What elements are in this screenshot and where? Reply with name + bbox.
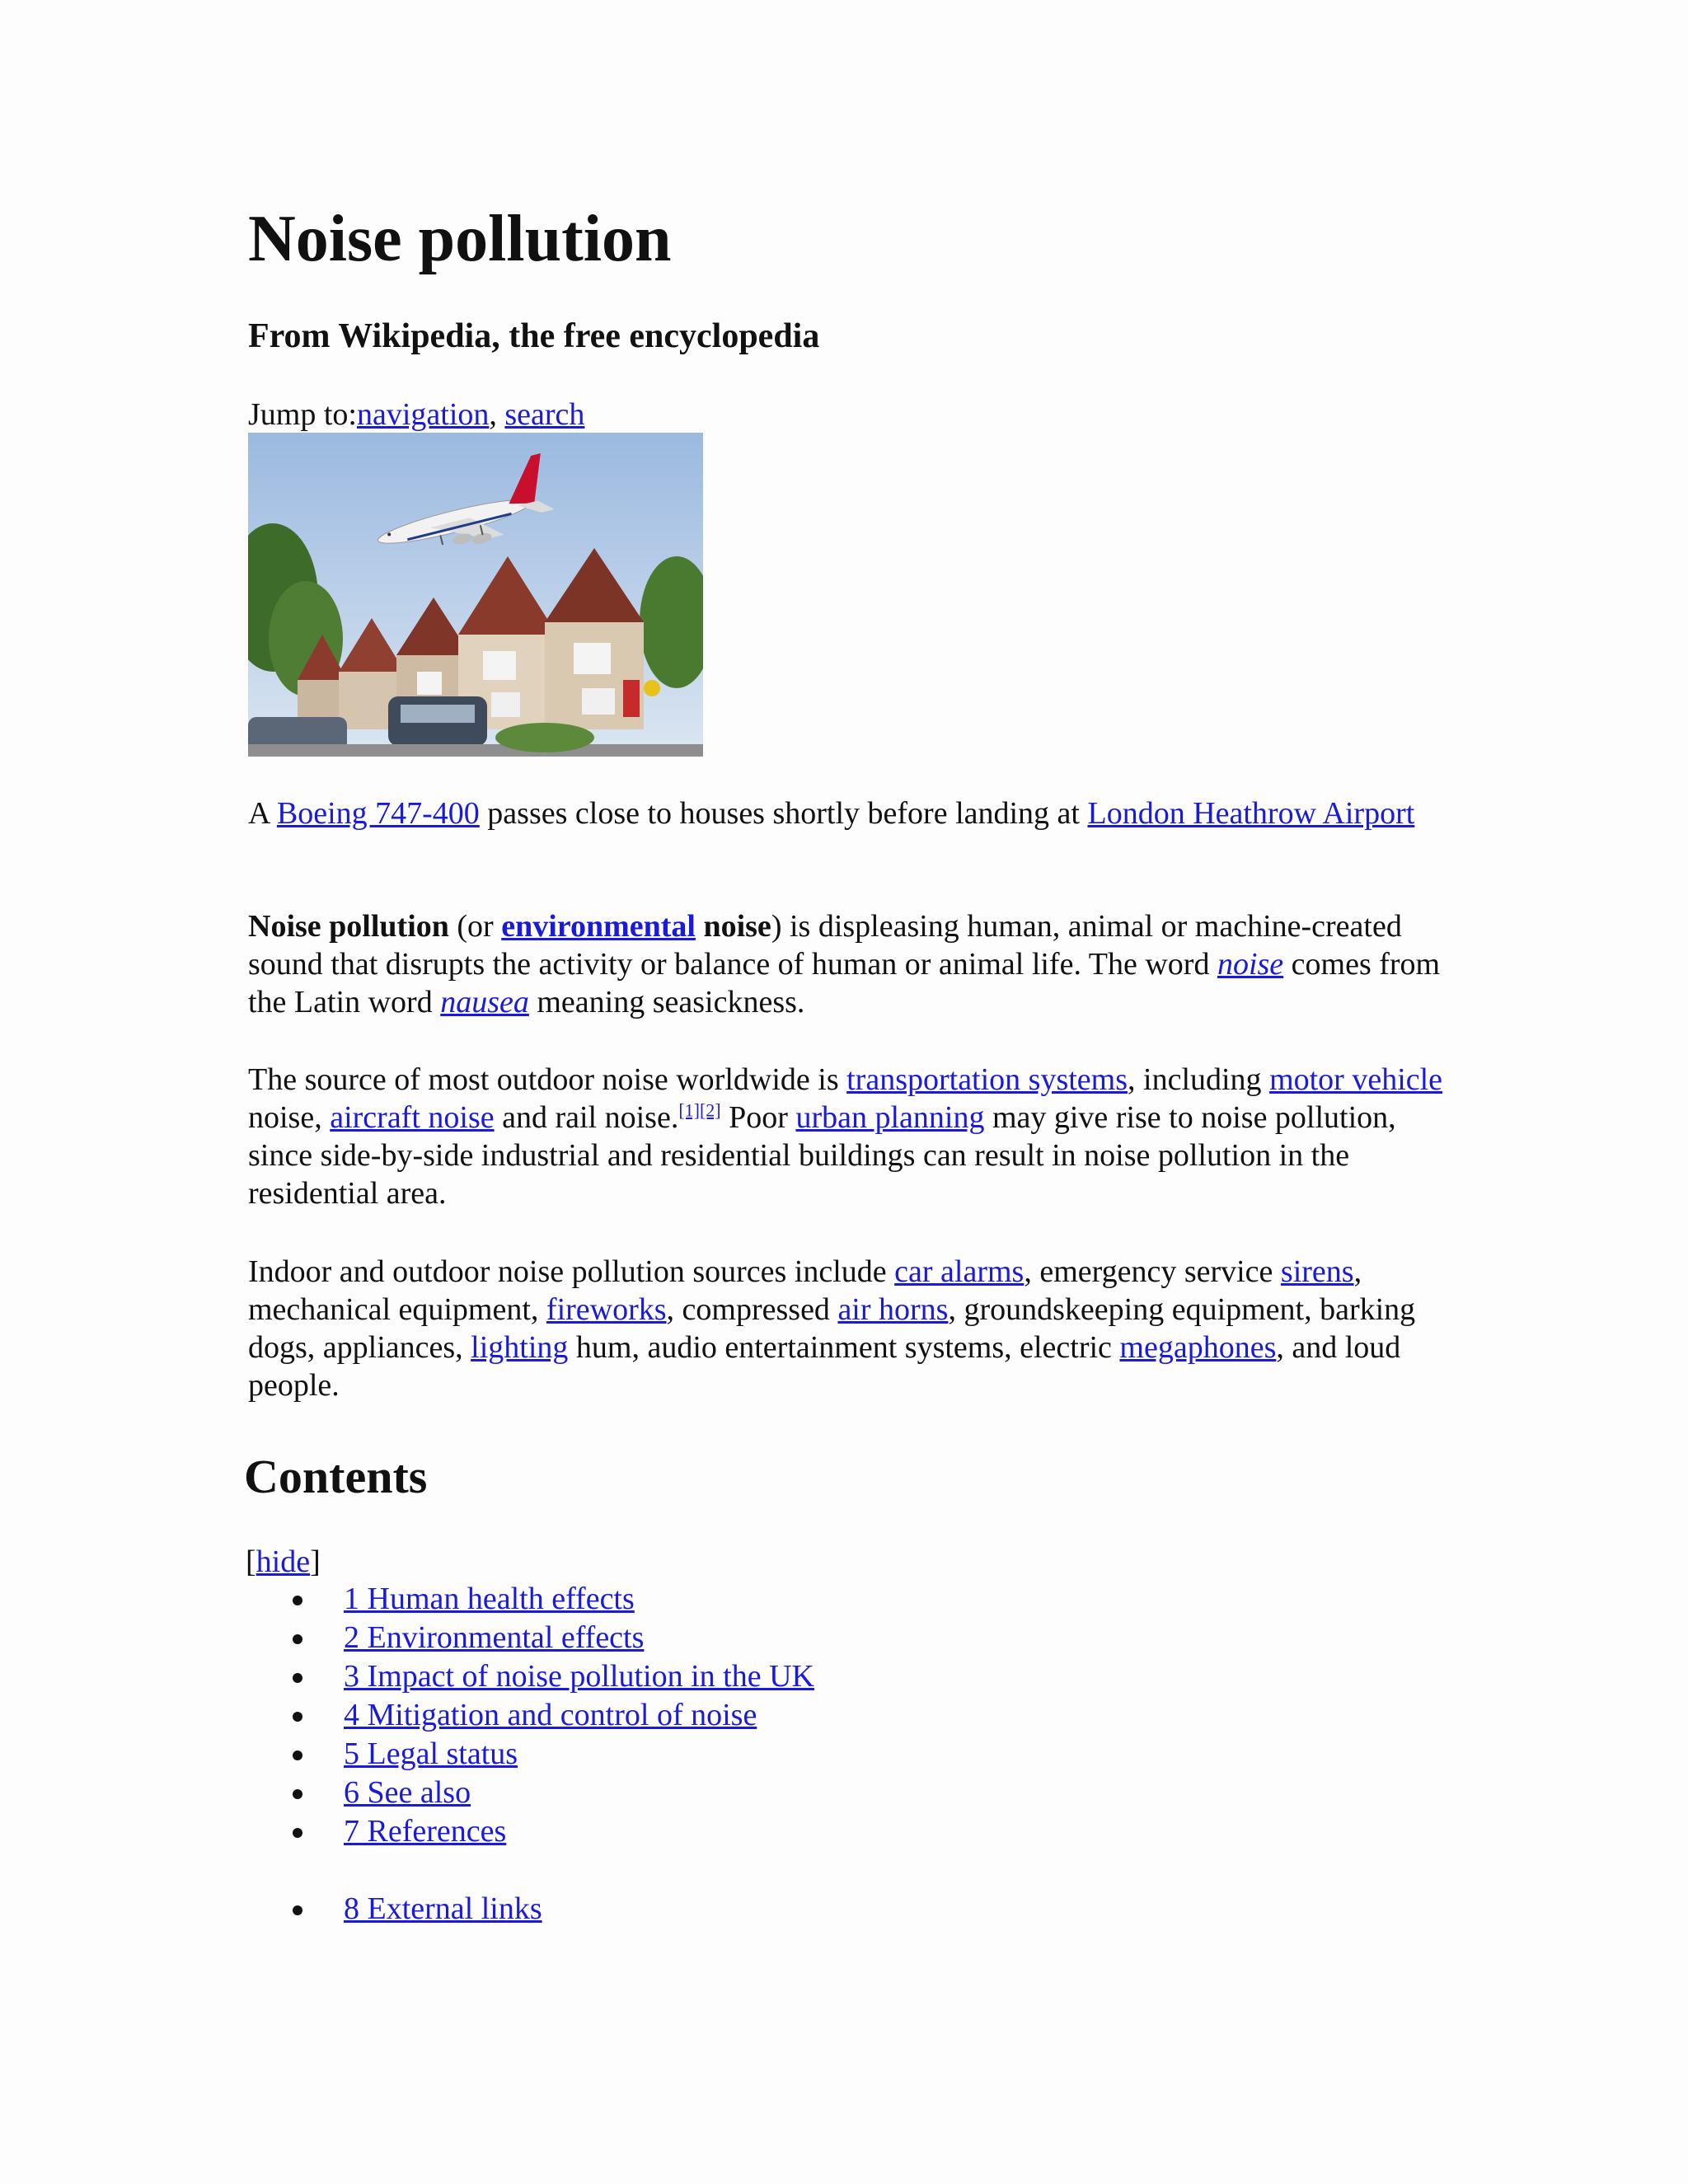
term-bold: Noise pollution [248, 909, 449, 944]
paragraph-text: , emergency service [1024, 1254, 1281, 1289]
motor-vehicle-link[interactable]: motor vehicle [1269, 1062, 1443, 1097]
toc-link-human-health[interactable]: 1 Human health effects [344, 1582, 635, 1616]
toc-toggle [246, 1541, 321, 1582]
paragraph-text: may give rise to noise pollution, since side-by-side industrial and residential buildings can result in noise pollution in the residential area. [248, 1100, 1396, 1211]
reference-1-link[interactable]: [1] [678, 1099, 700, 1121]
jump-search-link[interactable]: search [504, 397, 585, 432]
heathrow-link[interactable]: London Heathrow Airport [1087, 796, 1415, 831]
jump-navigation-link[interactable]: navigation [356, 397, 490, 432]
toc-hide-link[interactable]: hide [256, 1544, 311, 1579]
paragraph-text: , groundskeeping equipment, barking dogs, appliances, [248, 1292, 1416, 1365]
bullet-icon [293, 1750, 302, 1760]
megaphones-link[interactable]: megaphones [1119, 1330, 1277, 1365]
sirens-link[interactable]: sirens [1280, 1254, 1354, 1289]
paragraph-text: ) is displeasing human, animal or machine-created sound that disrupts the activity or balance of human or animal life. The word [248, 909, 1402, 982]
bullet-icon [293, 1712, 302, 1722]
noise-link[interactable]: noise [1217, 947, 1284, 982]
fireworks-link[interactable]: fireworks [546, 1292, 667, 1327]
paragraph-text: and rail noise. [494, 1100, 679, 1135]
bullet-icon [293, 1673, 302, 1683]
indoor-outdoor-paragraph [248, 1253, 1443, 1404]
term-bold: noise [695, 909, 771, 944]
toc-link-mitigation[interactable]: 4 Mitigation and control of noise [344, 1698, 757, 1732]
bracket: ] [310, 1544, 321, 1579]
paragraph-text: comes from the Latin word [248, 947, 1441, 1019]
car-alarms-link[interactable]: car alarms [894, 1254, 1025, 1289]
caption-text: passes close to houses shortly before landing at [479, 796, 1088, 831]
paragraph-text: , compressed [666, 1292, 838, 1327]
bracket: [ [246, 1544, 256, 1579]
toc-link-see-also[interactable]: 6 See also [344, 1775, 471, 1810]
reference-2-link[interactable]: [2] [699, 1099, 721, 1121]
jump-to-links [248, 391, 584, 438]
environmental-link[interactable]: environmental [501, 909, 696, 944]
jump-separator: , [489, 397, 505, 432]
bullet-icon [293, 1789, 302, 1799]
image-caption [248, 794, 1443, 832]
paragraph-text: , and loud people. [248, 1330, 1401, 1403]
boeing-747-link[interactable]: Boeing 747-400 [276, 796, 480, 831]
boeing-over-houses-image[interactable] [248, 433, 703, 757]
toc-link-external-links[interactable]: 8 External links [344, 1891, 542, 1926]
bullet-icon [293, 1596, 302, 1605]
jump-to-label: Jump to: [248, 397, 357, 432]
paragraph-text: The source of most outdoor noise worldwide is [248, 1062, 847, 1097]
contents-heading: Contents [244, 1450, 428, 1503]
lighting-link[interactable]: lighting [471, 1330, 569, 1365]
paragraph-text: , mechanical equipment, [248, 1254, 1362, 1327]
bullet-icon [293, 1634, 302, 1644]
nausea-link[interactable]: nausea [440, 985, 529, 1019]
intro-paragraph [248, 907, 1443, 1021]
urban-planning-link[interactable]: urban planning [795, 1100, 985, 1135]
toc-link-environmental[interactable]: 2 Environmental effects [344, 1620, 645, 1655]
aircraft-noise-link[interactable]: aircraft noise [330, 1100, 495, 1135]
air-horns-link[interactable]: air horns [837, 1292, 949, 1327]
sources-paragraph [248, 1061, 1443, 1212]
caption-text: A [248, 796, 277, 831]
site-subtitle: From Wikipedia, the free encyclopedia [248, 317, 820, 355]
paragraph-text: meaning seasickness. [528, 985, 805, 1019]
paragraph-text: hum, audio entertainment systems, electric [568, 1330, 1120, 1365]
paragraph-text: , including [1128, 1062, 1270, 1097]
paragraph-text: Poor [720, 1100, 796, 1135]
paragraph-text: noise, [248, 1100, 331, 1135]
transportation-systems-link[interactable]: transportation systems [846, 1062, 1128, 1097]
toc-link-uk-impact[interactable]: 3 Impact of noise pollution in the UK [344, 1659, 814, 1694]
paragraph-text: Indoor and outdoor noise pollution sources include [248, 1254, 895, 1289]
toc-link-legal-status[interactable]: 5 Legal status [344, 1736, 518, 1771]
bullet-icon [293, 1905, 302, 1915]
paragraph-text: (or [448, 909, 502, 944]
bullet-icon [293, 1828, 302, 1838]
page-title: Noise pollution [248, 203, 672, 275]
toc-link-references[interactable]: 7 References [344, 1814, 507, 1849]
